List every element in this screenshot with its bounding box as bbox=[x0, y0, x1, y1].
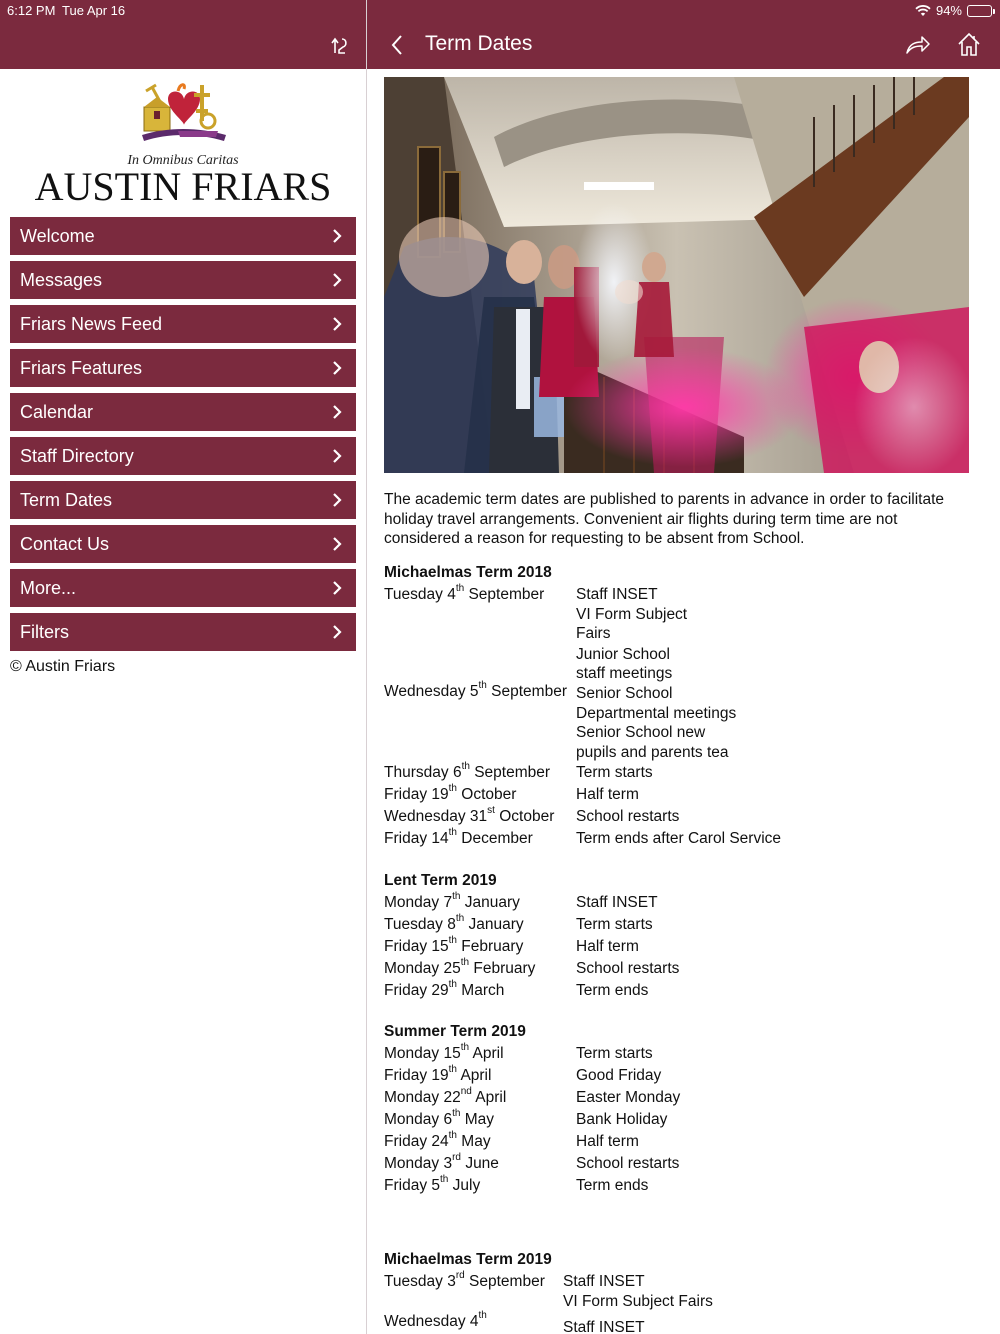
term-event: School restarts bbox=[576, 1155, 680, 1172]
school-logo bbox=[0, 77, 366, 217]
chevron-right-icon bbox=[332, 317, 342, 331]
term-title: Michaelmas Term 2018 bbox=[384, 564, 552, 581]
refresh-button[interactable] bbox=[326, 32, 354, 60]
term-date: Friday 14th December bbox=[384, 827, 533, 848]
sidebar-menu bbox=[10, 217, 356, 657]
sidebar-item-label: Welcome bbox=[20, 225, 95, 246]
term-event: Staff INSET VI Form Subject Fairs bbox=[563, 1273, 713, 1310]
term-event: Term ends bbox=[576, 982, 649, 999]
term-event: Term starts bbox=[576, 1045, 653, 1062]
sidebar-item-staff-directory[interactable] bbox=[10, 437, 356, 475]
home-icon bbox=[956, 31, 982, 57]
table-row bbox=[384, 1131, 984, 1153]
term-section bbox=[384, 870, 984, 1002]
school-name: AUSTIN FRIARS bbox=[34, 164, 332, 209]
chevron-right-icon bbox=[332, 537, 342, 551]
term-event: School restarts bbox=[576, 808, 680, 826]
table-row bbox=[384, 936, 984, 958]
term-event: Term ends bbox=[576, 1177, 649, 1194]
term-event: Staff INSET VI Form Subject Fairs bbox=[576, 586, 688, 643]
term-event: Term ends after Carol Service bbox=[576, 830, 782, 848]
term-section bbox=[384, 1021, 984, 1197]
sidebar-item-calendar[interactable] bbox=[10, 393, 356, 431]
status-bar bbox=[0, 0, 1000, 22]
sidebar-item-news-feed[interactable] bbox=[10, 305, 356, 343]
term-title: Michaelmas Term 2019 bbox=[384, 1251, 552, 1268]
sidebar-item-more[interactable] bbox=[10, 569, 356, 607]
back-button[interactable] bbox=[385, 31, 409, 59]
term-date: Monday 15th April bbox=[384, 1041, 504, 1062]
hero-image bbox=[384, 77, 969, 473]
term-event: Half term bbox=[576, 938, 639, 955]
term-event: Term starts bbox=[576, 916, 653, 933]
home-button[interactable] bbox=[954, 29, 984, 59]
sidebar-item-label: Staff Directory bbox=[20, 445, 134, 466]
intro-text: The academic term dates are published to parents in advance in order to facilitate holiday travel arrangements. Convenient air flights during term time are not considered a reason for requesting to be absent from School. bbox=[384, 491, 945, 548]
term-date: Monday 7th January bbox=[384, 890, 520, 911]
term-event: Staff INSET bbox=[563, 1319, 645, 1334]
table-row bbox=[384, 584, 984, 644]
table-row bbox=[384, 1311, 984, 1334]
term-event: Half term bbox=[576, 786, 639, 804]
table-row bbox=[384, 784, 984, 806]
table-row bbox=[384, 892, 984, 914]
main-nav-bar bbox=[367, 22, 1000, 69]
page-title: Term Dates bbox=[425, 32, 533, 55]
term-date: Monday 6th May bbox=[384, 1107, 495, 1128]
term-date: Tuesday 4th September bbox=[384, 582, 545, 603]
sidebar-item-contact-us[interactable] bbox=[10, 525, 356, 563]
term-date: Friday 5th July bbox=[384, 1173, 481, 1194]
chevron-right-icon bbox=[332, 405, 342, 419]
status-date: Tue Apr 16 bbox=[62, 3, 126, 18]
term-date: Wednesday 5th September bbox=[384, 679, 567, 700]
term-event: Half term bbox=[576, 1133, 639, 1150]
chevron-right-icon bbox=[332, 493, 342, 507]
battery-percent: 94% bbox=[935, 3, 962, 18]
table-row bbox=[384, 1087, 984, 1109]
sidebar-item-label: Term Dates bbox=[20, 489, 113, 510]
sidebar-item-features[interactable] bbox=[10, 349, 356, 387]
sidebar-item-label: Contact Us bbox=[20, 533, 110, 554]
term-date: Friday 19th October bbox=[384, 783, 517, 804]
sidebar-item-label: Friars Features bbox=[20, 357, 143, 378]
sidebar-item-label: Messages bbox=[20, 269, 103, 290]
term-date: Friday 29th March bbox=[384, 978, 505, 999]
term-date: Tuesday 3rd September bbox=[384, 1269, 545, 1290]
chevron-right-icon bbox=[332, 449, 342, 463]
wifi-icon bbox=[915, 5, 931, 17]
battery-icon bbox=[967, 5, 992, 17]
term-event: Junior School staff meetings Senior School Departmental meetings Senior School new pupils and parents tea bbox=[576, 645, 737, 761]
term-date: Wednesday 4th bbox=[384, 1310, 487, 1331]
term-date: Friday 15th February bbox=[384, 934, 524, 955]
chevron-right-icon bbox=[332, 361, 342, 375]
chevron-right-icon bbox=[332, 229, 342, 243]
term-date: Friday 19th April bbox=[384, 1063, 492, 1084]
table-row bbox=[384, 762, 984, 784]
chevron-right-icon bbox=[332, 625, 342, 639]
stairwell-photo bbox=[384, 77, 969, 473]
status-right bbox=[915, 3, 992, 18]
sidebar-item-messages[interactable] bbox=[10, 261, 356, 299]
table-row bbox=[384, 1271, 984, 1311]
status-time: 6:12 PM bbox=[7, 3, 56, 18]
term-date: Thursday 6th September bbox=[384, 761, 551, 782]
chevron-left-icon bbox=[390, 34, 404, 56]
term-section bbox=[384, 562, 984, 850]
term-event: Easter Monday bbox=[576, 1089, 681, 1106]
copyright: © Austin Friars bbox=[10, 658, 116, 675]
sidebar-item-label: Friars News Feed bbox=[20, 313, 163, 334]
refresh-icon bbox=[329, 35, 351, 57]
table-row bbox=[384, 1043, 984, 1065]
sidebar-item-welcome[interactable] bbox=[10, 217, 356, 255]
table-row bbox=[384, 1175, 984, 1197]
term-date: Monday 3rd June bbox=[384, 1151, 499, 1172]
chevron-right-icon bbox=[332, 581, 342, 595]
term-event: Staff INSET bbox=[576, 894, 658, 911]
sidebar bbox=[0, 69, 366, 1334]
term-date: Tuesday 8th January bbox=[384, 912, 524, 933]
school-motto: In Omnibus Caritas bbox=[127, 153, 239, 168]
term-title: Summer Term 2019 bbox=[384, 1023, 526, 1040]
term-date: Monday 25th February bbox=[384, 956, 536, 977]
table-row bbox=[384, 1153, 984, 1175]
sidebar-item-filters[interactable] bbox=[10, 613, 356, 651]
chevron-right-icon bbox=[332, 273, 342, 287]
sidebar-item-term-dates[interactable] bbox=[10, 481, 356, 519]
term-event: School restarts bbox=[576, 960, 680, 977]
main-content[interactable] bbox=[367, 69, 1000, 1334]
term-event: Good Friday bbox=[576, 1067, 662, 1084]
term-date: Monday 22nd April bbox=[384, 1085, 507, 1106]
table-row bbox=[384, 914, 984, 936]
table-row bbox=[384, 1109, 984, 1131]
sidebar-item-label: Filters bbox=[20, 621, 69, 642]
term-date: Friday 24th May bbox=[384, 1129, 491, 1150]
share-icon bbox=[905, 35, 931, 55]
table-row bbox=[384, 1065, 984, 1087]
term-event: Bank Holiday bbox=[576, 1111, 668, 1128]
term-section bbox=[384, 1249, 984, 1334]
sidebar-item-label: Calendar bbox=[20, 401, 94, 422]
table-row bbox=[384, 644, 984, 763]
table-row bbox=[384, 958, 984, 980]
crest-icon bbox=[138, 81, 230, 151]
term-event: Term starts bbox=[576, 764, 653, 782]
sidebar-item-label: More... bbox=[20, 577, 77, 598]
table-row bbox=[384, 828, 984, 850]
table-row bbox=[384, 806, 984, 828]
term-title: Lent Term 2019 bbox=[384, 872, 497, 889]
share-button[interactable] bbox=[903, 31, 933, 59]
table-row bbox=[384, 980, 984, 1002]
sidebar-nav-bar bbox=[0, 22, 366, 69]
term-date: Wednesday 31st October bbox=[384, 805, 555, 826]
